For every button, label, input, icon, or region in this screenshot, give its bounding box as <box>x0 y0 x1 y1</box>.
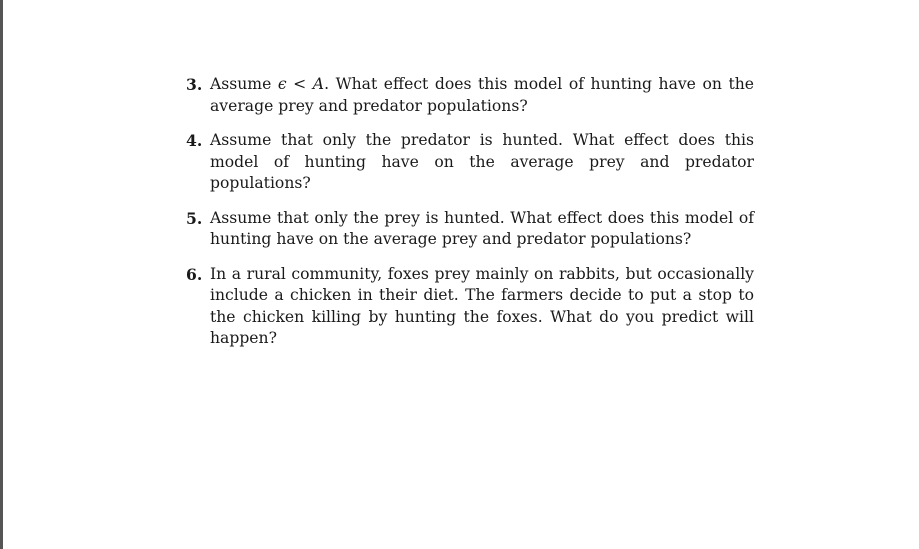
problem-number: 5. <box>186 208 203 228</box>
problem-4 <box>186 130 754 195</box>
problem-text: In a rural community, foxes prey mainly on rabbits, but occasionally include a chicken in their diet. The farmers decide to put a stop to the chicken killing by hunting the foxes. What do you predict will happen? <box>210 264 754 347</box>
problem-number: 3. <box>186 75 203 94</box>
problem-number: 6. <box>186 264 203 284</box>
problem-text: Assume <box>210 75 278 93</box>
inline-math: ϵ < A <box>277 75 325 93</box>
problem-number: 4. <box>186 131 203 150</box>
problem-5 <box>186 208 754 251</box>
problem-text: Assume that only the prey is hunted. What effect does this model of hunting have on the average prey and predator populations? <box>210 208 754 248</box>
problem-3 <box>186 74 754 117</box>
page-left-border <box>0 0 3 549</box>
problem-6 <box>186 264 754 350</box>
problem-list <box>186 74 754 363</box>
problem-text: Assume that only the predator is hunted. What effect does this model of hunting have on the average prey and predator populations? <box>210 131 754 192</box>
problem-text: . What effect does this model of hunting have on the average prey and predator populations? <box>210 75 754 115</box>
